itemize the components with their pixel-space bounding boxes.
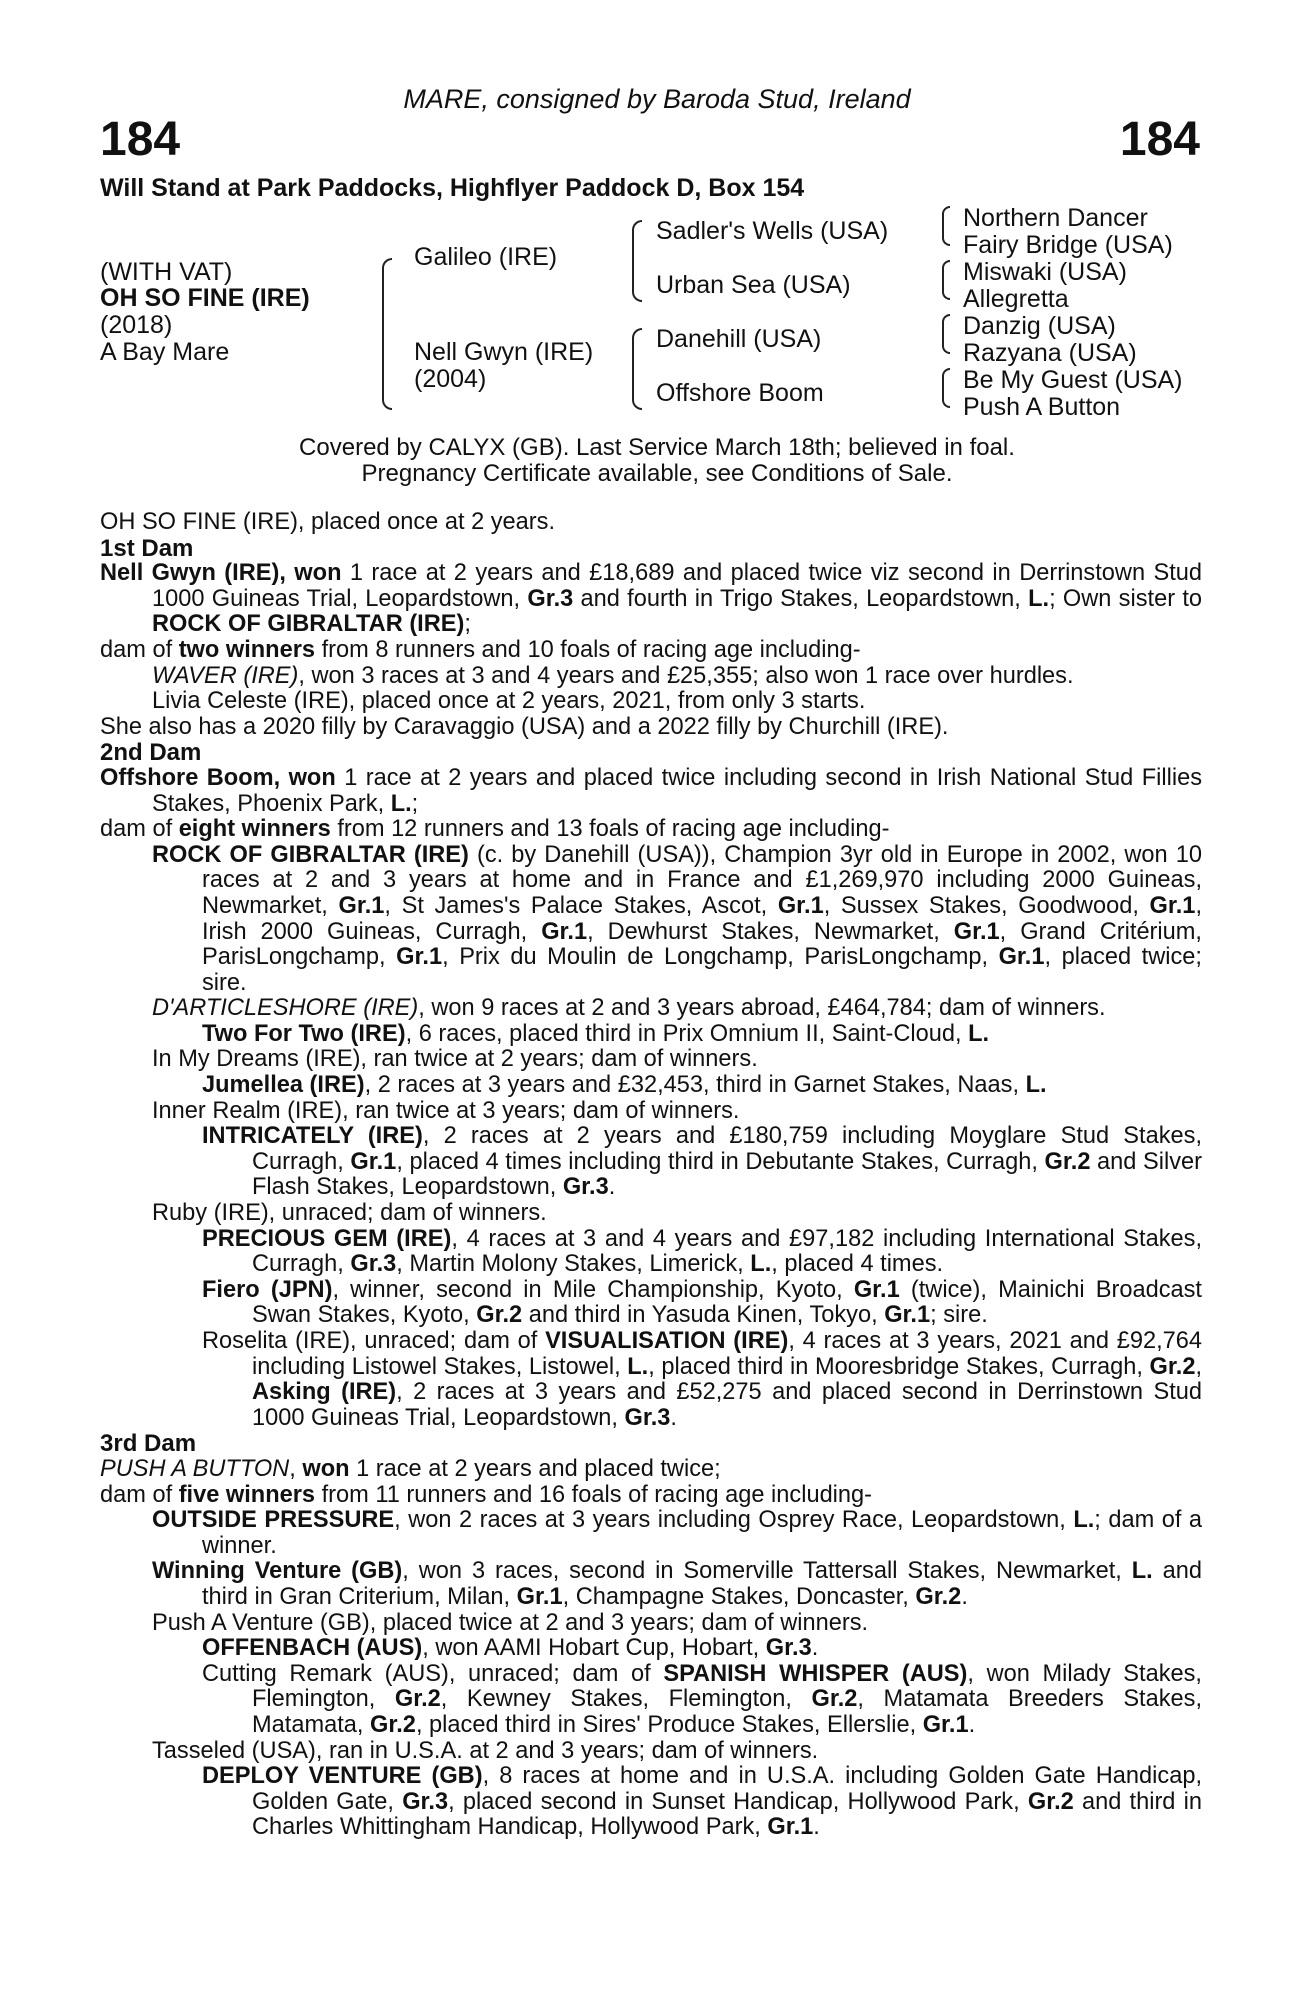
gg-6: Razyana (USA) [963, 339, 1137, 367]
list-item: Winning Venture (GB), won 3 races, second in Somerville Tattersall Stakes, Newmarket, L. and third in Gran Criterium, Milan, Gr.1, Champagne Stakes, Doncaster, Gr.2. [152, 1558, 1202, 1610]
first-dam-produce: dam of two winners from 8 runners and 10 foals of racing age including- [100, 636, 861, 663]
lot-number-left: 184 [100, 113, 181, 166]
gg-3: Miswaki (USA) [963, 258, 1127, 286]
list-item: OFFENBACH (AUS), won AAMI Hobart Cup, Hobart, Gr.3. [202, 1635, 819, 1662]
list-item: PRECIOUS GEM (IRE), 4 races at 3 and 4 years and £97,182 including International Stakes, Curragh, Gr.3, Martin Molony Stakes, Limerick, L., placed 4 times. [202, 1225, 1202, 1278]
covered-note: Covered by CALYX (GB). Last Service March 18th; believed in foal. [299, 434, 1015, 461]
stand-location: Will Stand at Park Paddocks, Highflyer Paddock D, Box 154 [100, 174, 805, 202]
dd-brace [942, 368, 950, 408]
race-record: OH SO FINE (IRE), placed once at 2 years. [100, 509, 555, 535]
lot-number-right: 184 [1119, 113, 1200, 166]
dam: Nell Gwyn (IRE) [414, 338, 594, 366]
gg-7: Be My Guest (USA) [963, 366, 1183, 394]
pregnancy-note: Pregnancy Certificate available, see Conditions of Sale. [361, 460, 953, 487]
ds-brace [942, 314, 950, 354]
catalogue-body [100, 510, 1202, 1841]
gg-2: Fairy Bridge (USA) [963, 231, 1173, 259]
first-dam-note: She also has a 2020 filly by Caravaggio (USA) and a 2022 filly by Churchill (IRE). [100, 713, 949, 740]
first-dam-record: Nell Gwyn (IRE), won 1 race at 2 years and £18,689 and placed twice viz second in Derrinstown Stud 1000 Guineas Trial, Leopardstown, Gr.3 and fourth in Trigo Stakes, Leopardstown, L.; Own sister to ROCK OF GIBRALTAR (IRE); [100, 560, 1203, 638]
list-item: In My Dreams (IRE), ran twice at 2 years; dam of winners. [152, 1046, 758, 1073]
list-item: WAVER (IRE), won 3 races at 3 and 4 years and £25,355; also won 1 race over hurdles. [152, 662, 1074, 689]
sire: Galileo (IRE) [414, 243, 558, 271]
list-item: Push A Venture (GB), placed twice at 2 and 3 years; dam of winners. [152, 1609, 869, 1636]
horse-year: (2018) [100, 311, 173, 339]
list-item: Jumellea (IRE), 2 races at 3 years and £32,453, third in Garnet Stakes, Naas, L. [202, 1072, 1047, 1099]
list-item: Ruby (IRE), unraced; dam of winners. [152, 1200, 547, 1227]
third-dam-produce: dam of five winners from 11 runners and 16 foals of racing age including- [100, 1481, 873, 1508]
list-item: Inner Realm (IRE), ran twice at 3 years; dam of winners. [152, 1097, 740, 1124]
list-item: D'ARTICLESHORE (IRE), won 9 races at 2 and 3 years abroad, £464,784; dam of winners. [152, 995, 1106, 1022]
dam-year: (2004) [414, 365, 487, 393]
list-item: DEPLOY VENTURE (GB), 8 races at home and in U.S.A. including Golden Gate Handicap, Golden Gate, Gr.3, placed second in Sunset Handicap, Hollywood Park, Gr.2 and third in Charles Whittingham Handicap, Hollywood Park, Gr.1. [202, 1763, 1203, 1841]
second-dam-produce: dam of eight winners from 12 runners and 13 foals of racing age including- [100, 816, 890, 843]
dam-brace [632, 328, 642, 410]
gg-1: Northern Dancer [963, 204, 1148, 232]
gg-5: Danzig (USA) [963, 312, 1116, 340]
horse-name: OH SO FINE (IRE) [100, 284, 310, 312]
list-item: Roselita (IRE), unraced; dam of VISUALISATION (IRE), 4 races at 3 years, 2021 and £92,764 including Listowel Stakes, Listowel, L., placed third in Mooresbridge Stakes, Curragh, Gr.2, Asking (IRE), 2 races at 3 years and £52,275 and placed second in Derrinstown Stud 1000 Guineas Trial, Leopardstown, Gr.3. [202, 1328, 1203, 1431]
horse-description: A Bay Mare [100, 338, 230, 366]
list-item: Cutting Remark (AUS), unraced; dam of SPANISH WHISPER (AUS), won Milady Stakes, Flemington, Gr.2, Kewney Stakes, Flemington, Gr.2, Matamata Breeders Stakes, Matamata, Gr.2, placed third in Sires' Produce Stakes, Ellerslie, Gr.1. [202, 1660, 1203, 1738]
third-dam-heading: 3rd Dam [100, 1430, 197, 1458]
list-item: INTRICATELY (IRE), 2 races at 2 years and £180,759 including Moyglare Stud Stakes, Curragh, Gr.1, placed 4 times including third in Debutante Stakes, Curragh, Gr.2 and Silver Flash Stakes, Leopardstown, Gr.3. [202, 1123, 1202, 1201]
list-item: Livia Celeste (IRE), placed once at 2 years, 2021, from only 3 starts. [152, 688, 866, 715]
ss-brace [942, 206, 950, 246]
list-item: ROCK OF GIBRALTAR (IRE) (c. by Danehill (USA)), Champion 3yr old in Europe in 2002, won 10 races at 2 and 3 years at home and in France and £1,269,970 including 2000 Guineas, Newmarket, Gr.1, St James's Palace Stakes, Ascot, Gr.1, Sussex Stakes, Goodwood, Gr.1, Irish 2000 Guineas, Curragh, Gr.1, Dewhurst Stakes, Newmarket, Gr.1, Grand Critérium, ParisLongchamp, Gr.1, Prix du Moulin de Longchamp, ParisLongchamp, Gr.1, placed twice; sire. [152, 841, 1202, 996]
third-dam-record: PUSH A BUTTON, won 1 race at 2 years and placed twice; [100, 1455, 721, 1482]
dam-dam: Offshore Boom [656, 379, 824, 407]
second-dam-record: Offshore Boom, won 1 race at 2 years and placed twice including second in Irish National Stud Fillies Stakes, Phoenix Park, L.; [100, 764, 1203, 817]
list-item: OUTSIDE PRESSURE, won 2 races at 3 years including Osprey Race, Leopardstown, L.; dam of a winner. [152, 1507, 1203, 1559]
consignor-line: MARE, consigned by Baroda Stud, Ireland [403, 84, 911, 114]
dam-sire: Danehill (USA) [656, 325, 822, 353]
gg-8: Push A Button [963, 393, 1121, 421]
sire-sire: Sadler's Wells (USA) [656, 217, 889, 245]
second-dam-heading: 2nd Dam [100, 739, 202, 767]
first-dam-heading: 1st Dam [100, 534, 194, 562]
list-item: Tasseled (USA), ran in U.S.A. at 2 and 3 years; dam of winners. [152, 1737, 819, 1764]
pedigree-brace [382, 258, 392, 410]
vat-label: (WITH VAT) [100, 258, 233, 286]
gg-4: Allegretta [963, 285, 1069, 313]
sd-brace [942, 260, 950, 300]
list-item: Fiero (JPN), winner, second in Mile Championship, Kyoto, Gr.1 (twice), Mainichi Broadcast Swan Stakes, Kyoto, Gr.2 and third in Yasuda Kinen, Tokyo, Gr.1; sire. [202, 1276, 1202, 1329]
sire-brace [632, 220, 642, 302]
sire-dam: Urban Sea (USA) [656, 271, 851, 299]
list-item: Two For Two (IRE), 6 races, placed third in Prix Omnium II, Saint-Cloud, L. [202, 1020, 990, 1047]
